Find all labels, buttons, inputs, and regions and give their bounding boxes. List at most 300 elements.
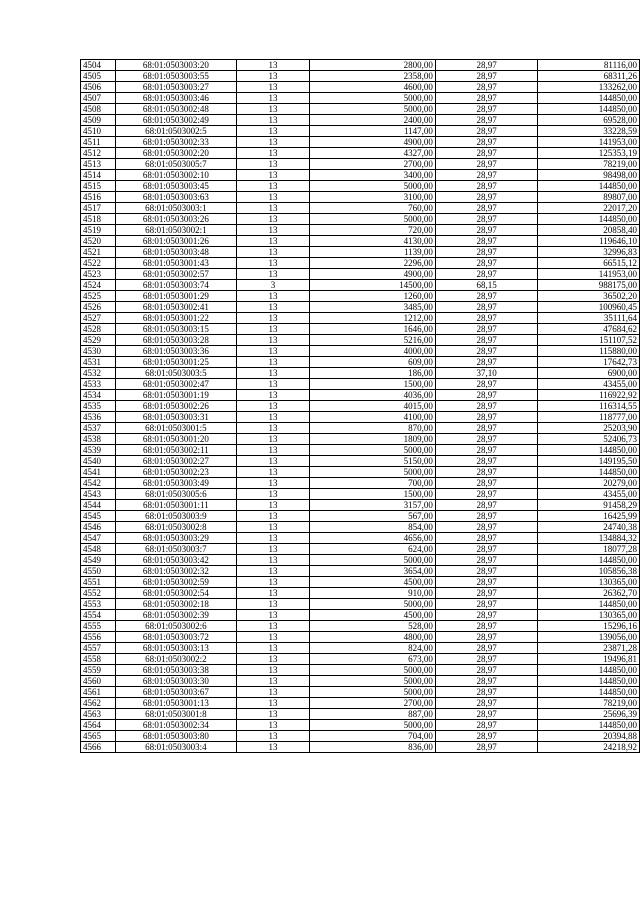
table-row — [81, 269, 640, 280]
zone-code-cell: 13 — [237, 478, 310, 489]
zone-code-cell: 13 — [237, 137, 310, 148]
row-number-cell: 4525 — [81, 291, 116, 302]
table-row — [81, 434, 640, 445]
rate-cell: 28,97 — [435, 82, 537, 93]
area-cell: 1139,00 — [309, 247, 435, 258]
registry-table-body — [81, 60, 640, 753]
row-number-cell: 4537 — [81, 423, 116, 434]
zone-code-cell: 13 — [237, 346, 310, 357]
area-cell: 4900,00 — [309, 269, 435, 280]
zone-code-cell: 13 — [237, 500, 310, 511]
row-number-cell: 4563 — [81, 709, 116, 720]
zone-code-cell: 13 — [237, 214, 310, 225]
table-row — [81, 599, 640, 610]
table-row — [81, 533, 640, 544]
table-row — [81, 489, 640, 500]
cadastral-value-cell: 144850,00 — [538, 181, 640, 192]
row-number-cell: 4518 — [81, 214, 116, 225]
rate-cell: 28,97 — [435, 159, 537, 170]
rate-cell: 28,97 — [435, 346, 537, 357]
cadastral-number-cell: 68:01:0503001:5 — [115, 423, 237, 434]
area-cell: 5000,00 — [309, 467, 435, 478]
rate-cell: 28,97 — [435, 214, 537, 225]
cadastral-number-cell: 68:01:0503003:7 — [115, 544, 237, 555]
table-row — [81, 302, 640, 313]
zone-code-cell: 13 — [237, 247, 310, 258]
cadastral-number-cell: 68:01:0503003:28 — [115, 335, 237, 346]
cadastral-number-cell: 68:01:0503003:49 — [115, 478, 237, 489]
area-cell: 760,00 — [309, 203, 435, 214]
table-row — [81, 104, 640, 115]
rate-cell: 28,97 — [435, 60, 537, 71]
table-row — [81, 247, 640, 258]
cadastral-number-cell: 68:01:0503002:48 — [115, 104, 237, 115]
row-number-cell: 4505 — [81, 71, 116, 82]
area-cell: 4036,00 — [309, 390, 435, 401]
zone-code-cell: 13 — [237, 731, 310, 742]
zone-code-cell: 13 — [237, 390, 310, 401]
cadastral-value-cell: 16425,99 — [538, 511, 640, 522]
cadastral-number-cell: 68:01:0503002:26 — [115, 401, 237, 412]
rate-cell: 28,97 — [435, 401, 537, 412]
area-cell: 5000,00 — [309, 181, 435, 192]
cadastral-value-cell: 26362,70 — [538, 588, 640, 599]
cadastral-number-cell: 68:01:0503003:63 — [115, 192, 237, 203]
zone-code-cell: 13 — [237, 709, 310, 720]
row-number-cell: 4507 — [81, 93, 116, 104]
area-cell: 5000,00 — [309, 599, 435, 610]
row-number-cell: 4544 — [81, 500, 116, 511]
row-number-cell: 4565 — [81, 731, 116, 742]
table-row — [81, 203, 640, 214]
zone-code-cell: 13 — [237, 544, 310, 555]
area-cell: 4900,00 — [309, 137, 435, 148]
zone-code-cell: 13 — [237, 104, 310, 115]
cadastral-number-cell: 68:01:0503003:15 — [115, 324, 237, 335]
table-row — [81, 324, 640, 335]
cadastral-value-cell: 23871,28 — [538, 643, 640, 654]
cadastral-value-cell: 119646,10 — [538, 236, 640, 247]
rate-cell: 28,97 — [435, 456, 537, 467]
row-number-cell: 4528 — [81, 324, 116, 335]
rate-cell: 28,97 — [435, 445, 537, 456]
area-cell: 4000,00 — [309, 346, 435, 357]
cadastral-number-cell: 68:01:0503003:80 — [115, 731, 237, 742]
cadastral-value-cell: 17642,73 — [538, 357, 640, 368]
area-cell: 5000,00 — [309, 720, 435, 731]
cadastral-value-cell: 24218,92 — [538, 742, 640, 753]
row-number-cell: 4542 — [81, 478, 116, 489]
cadastral-value-cell: 22017,20 — [538, 203, 640, 214]
cadastral-number-cell: 68:01:0503003:29 — [115, 533, 237, 544]
area-cell: 3485,00 — [309, 302, 435, 313]
rate-cell: 28,97 — [435, 665, 537, 676]
table-row — [81, 610, 640, 621]
row-number-cell: 4546 — [81, 522, 116, 533]
rate-cell: 28,97 — [435, 324, 537, 335]
area-cell: 824,00 — [309, 643, 435, 654]
cadastral-number-cell: 68:01:0503003:36 — [115, 346, 237, 357]
rate-cell: 28,97 — [435, 522, 537, 533]
area-cell: 5000,00 — [309, 445, 435, 456]
area-cell: 5216,00 — [309, 335, 435, 346]
rate-cell: 28,97 — [435, 632, 537, 643]
area-cell: 1500,00 — [309, 489, 435, 500]
area-cell: 3654,00 — [309, 566, 435, 577]
zone-code-cell: 13 — [237, 181, 310, 192]
cadastral-value-cell: 988175,00 — [538, 280, 640, 291]
table-row — [81, 280, 640, 291]
cadastral-number-cell: 68:01:0503002:20 — [115, 148, 237, 159]
cadastral-value-cell: 144850,00 — [538, 93, 640, 104]
cadastral-value-cell: 141953,00 — [538, 137, 640, 148]
zone-code-cell: 13 — [237, 335, 310, 346]
cadastral-number-cell: 68:01:0503003:48 — [115, 247, 237, 258]
rate-cell: 28,97 — [435, 225, 537, 236]
cadastral-number-cell: 68:01:0503002:39 — [115, 610, 237, 621]
row-number-cell: 4510 — [81, 126, 116, 137]
zone-code-cell: 13 — [237, 654, 310, 665]
row-number-cell: 4526 — [81, 302, 116, 313]
cadastral-number-cell: 68:01:0503001:29 — [115, 291, 237, 302]
cadastral-value-cell: 20394,88 — [538, 731, 640, 742]
area-cell: 704,00 — [309, 731, 435, 742]
area-cell: 854,00 — [309, 522, 435, 533]
rate-cell: 28,97 — [435, 434, 537, 445]
table-row — [81, 181, 640, 192]
zone-code-cell: 13 — [237, 445, 310, 456]
rate-cell: 28,97 — [435, 588, 537, 599]
rate-cell: 28,97 — [435, 478, 537, 489]
cadastral-value-cell: 116314,55 — [538, 401, 640, 412]
zone-code-cell: 13 — [237, 742, 310, 753]
area-cell: 3400,00 — [309, 170, 435, 181]
table-row — [81, 137, 640, 148]
cadastral-value-cell: 98498,00 — [538, 170, 640, 181]
rate-cell: 28,97 — [435, 170, 537, 181]
cadastral-number-cell: 68:01:0503002:57 — [115, 269, 237, 280]
zone-code-cell: 13 — [237, 687, 310, 698]
rate-cell: 28,97 — [435, 687, 537, 698]
rate-cell: 28,97 — [435, 335, 537, 346]
row-number-cell: 4515 — [81, 181, 116, 192]
cadastral-value-cell: 144850,00 — [538, 599, 640, 610]
zone-code-cell: 13 — [237, 577, 310, 588]
rate-cell: 28,97 — [435, 511, 537, 522]
cadastral-value-cell: 141953,00 — [538, 269, 640, 280]
row-number-cell: 4536 — [81, 412, 116, 423]
rate-cell: 28,97 — [435, 379, 537, 390]
table-row — [81, 676, 640, 687]
cadastral-number-cell: 68:01:0503003:5 — [115, 368, 237, 379]
area-cell: 4500,00 — [309, 610, 435, 621]
zone-code-cell: 13 — [237, 566, 310, 577]
row-number-cell: 4548 — [81, 544, 116, 555]
area-cell: 887,00 — [309, 709, 435, 720]
rate-cell: 28,97 — [435, 742, 537, 753]
cadastral-value-cell: 15296,16 — [538, 621, 640, 632]
row-number-cell: 4512 — [81, 148, 116, 159]
table-row — [81, 588, 640, 599]
cadastral-value-cell: 134884,32 — [538, 533, 640, 544]
rate-cell: 28,97 — [435, 610, 537, 621]
area-cell: 567,00 — [309, 511, 435, 522]
zone-code-cell: 13 — [237, 313, 310, 324]
row-number-cell: 4511 — [81, 137, 116, 148]
zone-code-cell: 13 — [237, 115, 310, 126]
area-cell: 5000,00 — [309, 555, 435, 566]
area-cell: 4656,00 — [309, 533, 435, 544]
cadastral-number-cell: 68:01:0503002:23 — [115, 467, 237, 478]
zone-code-cell: 13 — [237, 357, 310, 368]
cadastral-value-cell: 149195,50 — [538, 456, 640, 467]
zone-code-cell: 13 — [237, 60, 310, 71]
rate-cell: 28,97 — [435, 291, 537, 302]
table-row — [81, 544, 640, 555]
table-row — [81, 390, 640, 401]
cadastral-number-cell: 68:01:0503001:11 — [115, 500, 237, 511]
area-cell: 624,00 — [309, 544, 435, 555]
row-number-cell: 4540 — [81, 456, 116, 467]
zone-code-cell: 13 — [237, 258, 310, 269]
cadastral-number-cell: 68:01:0503002:41 — [115, 302, 237, 313]
table-row — [81, 709, 640, 720]
rate-cell: 28,97 — [435, 533, 537, 544]
area-cell: 4500,00 — [309, 577, 435, 588]
zone-code-cell: 13 — [237, 93, 310, 104]
table-row — [81, 214, 640, 225]
area-cell: 5150,00 — [309, 456, 435, 467]
table-row — [81, 335, 640, 346]
cadastral-value-cell: 105856,38 — [538, 566, 640, 577]
zone-code-cell: 13 — [237, 456, 310, 467]
row-number-cell: 4529 — [81, 335, 116, 346]
rate-cell: 28,97 — [435, 698, 537, 709]
rate-cell: 28,97 — [435, 566, 537, 577]
area-cell: 4015,00 — [309, 401, 435, 412]
cadastral-value-cell: 43455,00 — [538, 489, 640, 500]
cadastral-value-cell: 144850,00 — [538, 720, 640, 731]
cadastral-number-cell: 68:01:0503001:43 — [115, 258, 237, 269]
row-number-cell: 4524 — [81, 280, 116, 291]
zone-code-cell: 13 — [237, 159, 310, 170]
row-number-cell: 4541 — [81, 467, 116, 478]
cadastral-number-cell: 68:01:0503003:20 — [115, 60, 237, 71]
cadastral-number-cell: 68:01:0503002:2 — [115, 654, 237, 665]
rate-cell: 28,97 — [435, 148, 537, 159]
cadastral-value-cell: 139056,00 — [538, 632, 640, 643]
zone-code-cell: 13 — [237, 126, 310, 137]
table-row — [81, 60, 640, 71]
row-number-cell: 4504 — [81, 60, 116, 71]
zone-code-cell: 13 — [237, 423, 310, 434]
table-row — [81, 236, 640, 247]
cadastral-value-cell: 144850,00 — [538, 214, 640, 225]
rate-cell: 68,15 — [435, 280, 537, 291]
area-cell: 720,00 — [309, 225, 435, 236]
zone-code-cell: 13 — [237, 148, 310, 159]
zone-code-cell: 13 — [237, 643, 310, 654]
cadastral-number-cell: 68:01:0503003:74 — [115, 280, 237, 291]
cadastral-value-cell: 144850,00 — [538, 555, 640, 566]
zone-code-cell: 13 — [237, 434, 310, 445]
cadastral-value-cell: 144850,00 — [538, 445, 640, 456]
cadastral-value-cell: 91458,29 — [538, 500, 640, 511]
area-cell: 2296,00 — [309, 258, 435, 269]
area-cell: 673,00 — [309, 654, 435, 665]
area-cell: 4327,00 — [309, 148, 435, 159]
row-number-cell: 4531 — [81, 357, 116, 368]
table-row — [81, 621, 640, 632]
cadastral-value-cell: 130365,00 — [538, 610, 640, 621]
table-row — [81, 654, 640, 665]
cadastral-value-cell: 6900,00 — [538, 368, 640, 379]
rate-cell: 28,97 — [435, 555, 537, 566]
row-number-cell: 4547 — [81, 533, 116, 544]
area-cell: 2400,00 — [309, 115, 435, 126]
rate-cell: 28,97 — [435, 467, 537, 478]
cadastral-value-cell: 116922,92 — [538, 390, 640, 401]
rate-cell: 28,97 — [435, 126, 537, 137]
cadastral-value-cell: 25203,90 — [538, 423, 640, 434]
row-number-cell: 4543 — [81, 489, 116, 500]
rate-cell: 28,97 — [435, 412, 537, 423]
table-row — [81, 379, 640, 390]
area-cell: 2700,00 — [309, 159, 435, 170]
row-number-cell: 4506 — [81, 82, 116, 93]
cadastral-number-cell: 68:01:0503003:26 — [115, 214, 237, 225]
rate-cell: 37,10 — [435, 368, 537, 379]
cadastral-number-cell: 68:01:0503003:38 — [115, 665, 237, 676]
cadastral-value-cell: 144850,00 — [538, 665, 640, 676]
rate-cell: 28,97 — [435, 643, 537, 654]
cadastral-number-cell: 68:01:0503003:31 — [115, 412, 237, 423]
row-number-cell: 4558 — [81, 654, 116, 665]
table-row — [81, 665, 640, 676]
row-number-cell: 4555 — [81, 621, 116, 632]
cadastral-value-cell: 151107,52 — [538, 335, 640, 346]
area-cell: 14500,00 — [309, 280, 435, 291]
area-cell: 2700,00 — [309, 698, 435, 709]
cadastral-number-cell: 68:01:0503001:20 — [115, 434, 237, 445]
row-number-cell: 4509 — [81, 115, 116, 126]
table-row — [81, 720, 640, 731]
cadastral-number-cell: 68:01:0503005:6 — [115, 489, 237, 500]
cadastral-value-cell: 144850,00 — [538, 467, 640, 478]
cadastral-value-cell: 69528,00 — [538, 115, 640, 126]
rate-cell: 28,97 — [435, 71, 537, 82]
row-number-cell: 4520 — [81, 236, 116, 247]
rate-cell: 28,97 — [435, 720, 537, 731]
table-row — [81, 126, 640, 137]
cadastral-number-cell: 68:01:0503002:27 — [115, 456, 237, 467]
row-number-cell: 4527 — [81, 313, 116, 324]
zone-code-cell: 13 — [237, 511, 310, 522]
rate-cell: 28,97 — [435, 544, 537, 555]
cadastral-value-cell: 100960,45 — [538, 302, 640, 313]
zone-code-cell: 13 — [237, 71, 310, 82]
row-number-cell: 4545 — [81, 511, 116, 522]
row-number-cell: 4521 — [81, 247, 116, 258]
row-number-cell: 4513 — [81, 159, 116, 170]
cadastral-number-cell: 68:01:0503003:13 — [115, 643, 237, 654]
table-row — [81, 115, 640, 126]
rate-cell: 28,97 — [435, 500, 537, 511]
cadastral-number-cell: 68:01:0503003:30 — [115, 676, 237, 687]
table-row — [81, 698, 640, 709]
row-number-cell: 4559 — [81, 665, 116, 676]
cadastral-value-cell: 52406,73 — [538, 434, 640, 445]
zone-code-cell: 13 — [237, 533, 310, 544]
cadastral-number-cell: 68:01:0503002:47 — [115, 379, 237, 390]
rate-cell: 28,97 — [435, 357, 537, 368]
cadastral-number-cell: 68:01:0503001:25 — [115, 357, 237, 368]
row-number-cell: 4532 — [81, 368, 116, 379]
zone-code-cell: 13 — [237, 665, 310, 676]
cadastral-number-cell: 68:01:0503002:1 — [115, 225, 237, 236]
cadastral-value-cell: 20858,40 — [538, 225, 640, 236]
rate-cell: 28,97 — [435, 489, 537, 500]
area-cell: 700,00 — [309, 478, 435, 489]
cadastral-number-cell: 68:01:0503001:26 — [115, 236, 237, 247]
row-number-cell: 4535 — [81, 401, 116, 412]
cadastral-value-cell: 36502,20 — [538, 291, 640, 302]
table-row — [81, 467, 640, 478]
table-row — [81, 148, 640, 159]
table-row — [81, 412, 640, 423]
zone-code-cell: 13 — [237, 82, 310, 93]
row-number-cell: 4554 — [81, 610, 116, 621]
zone-code-cell: 3 — [237, 280, 310, 291]
zone-code-cell: 13 — [237, 555, 310, 566]
row-number-cell: 4516 — [81, 192, 116, 203]
zone-code-cell: 13 — [237, 401, 310, 412]
area-cell: 4800,00 — [309, 632, 435, 643]
zone-code-cell: 13 — [237, 676, 310, 687]
table-row — [81, 346, 640, 357]
cadastral-value-cell: 66515,12 — [538, 258, 640, 269]
table-row — [81, 192, 640, 203]
zone-code-cell: 13 — [237, 588, 310, 599]
area-cell: 1260,00 — [309, 291, 435, 302]
table-row — [81, 71, 640, 82]
rate-cell: 28,97 — [435, 676, 537, 687]
area-cell: 3157,00 — [309, 500, 435, 511]
area-cell: 1212,00 — [309, 313, 435, 324]
rate-cell: 28,97 — [435, 390, 537, 401]
area-cell: 3100,00 — [309, 192, 435, 203]
rate-cell: 28,97 — [435, 577, 537, 588]
table-row — [81, 456, 640, 467]
rate-cell: 28,97 — [435, 621, 537, 632]
table-row — [81, 170, 640, 181]
cadastral-value-cell: 144850,00 — [538, 676, 640, 687]
table-row — [81, 258, 640, 269]
table-row — [81, 742, 640, 753]
cadastral-value-cell: 68311,26 — [538, 71, 640, 82]
cadastral-number-cell: 68:01:0503002:33 — [115, 137, 237, 148]
cadastral-number-cell: 68:01:0503005:7 — [115, 159, 237, 170]
cadastral-value-cell: 32996,83 — [538, 247, 640, 258]
zone-code-cell: 13 — [237, 599, 310, 610]
zone-code-cell: 13 — [237, 610, 310, 621]
rate-cell: 28,97 — [435, 313, 537, 324]
table-row — [81, 159, 640, 170]
row-number-cell: 4522 — [81, 258, 116, 269]
row-number-cell: 4534 — [81, 390, 116, 401]
table-row — [81, 82, 640, 93]
cadastral-number-cell: 68:01:0503003:4 — [115, 742, 237, 753]
